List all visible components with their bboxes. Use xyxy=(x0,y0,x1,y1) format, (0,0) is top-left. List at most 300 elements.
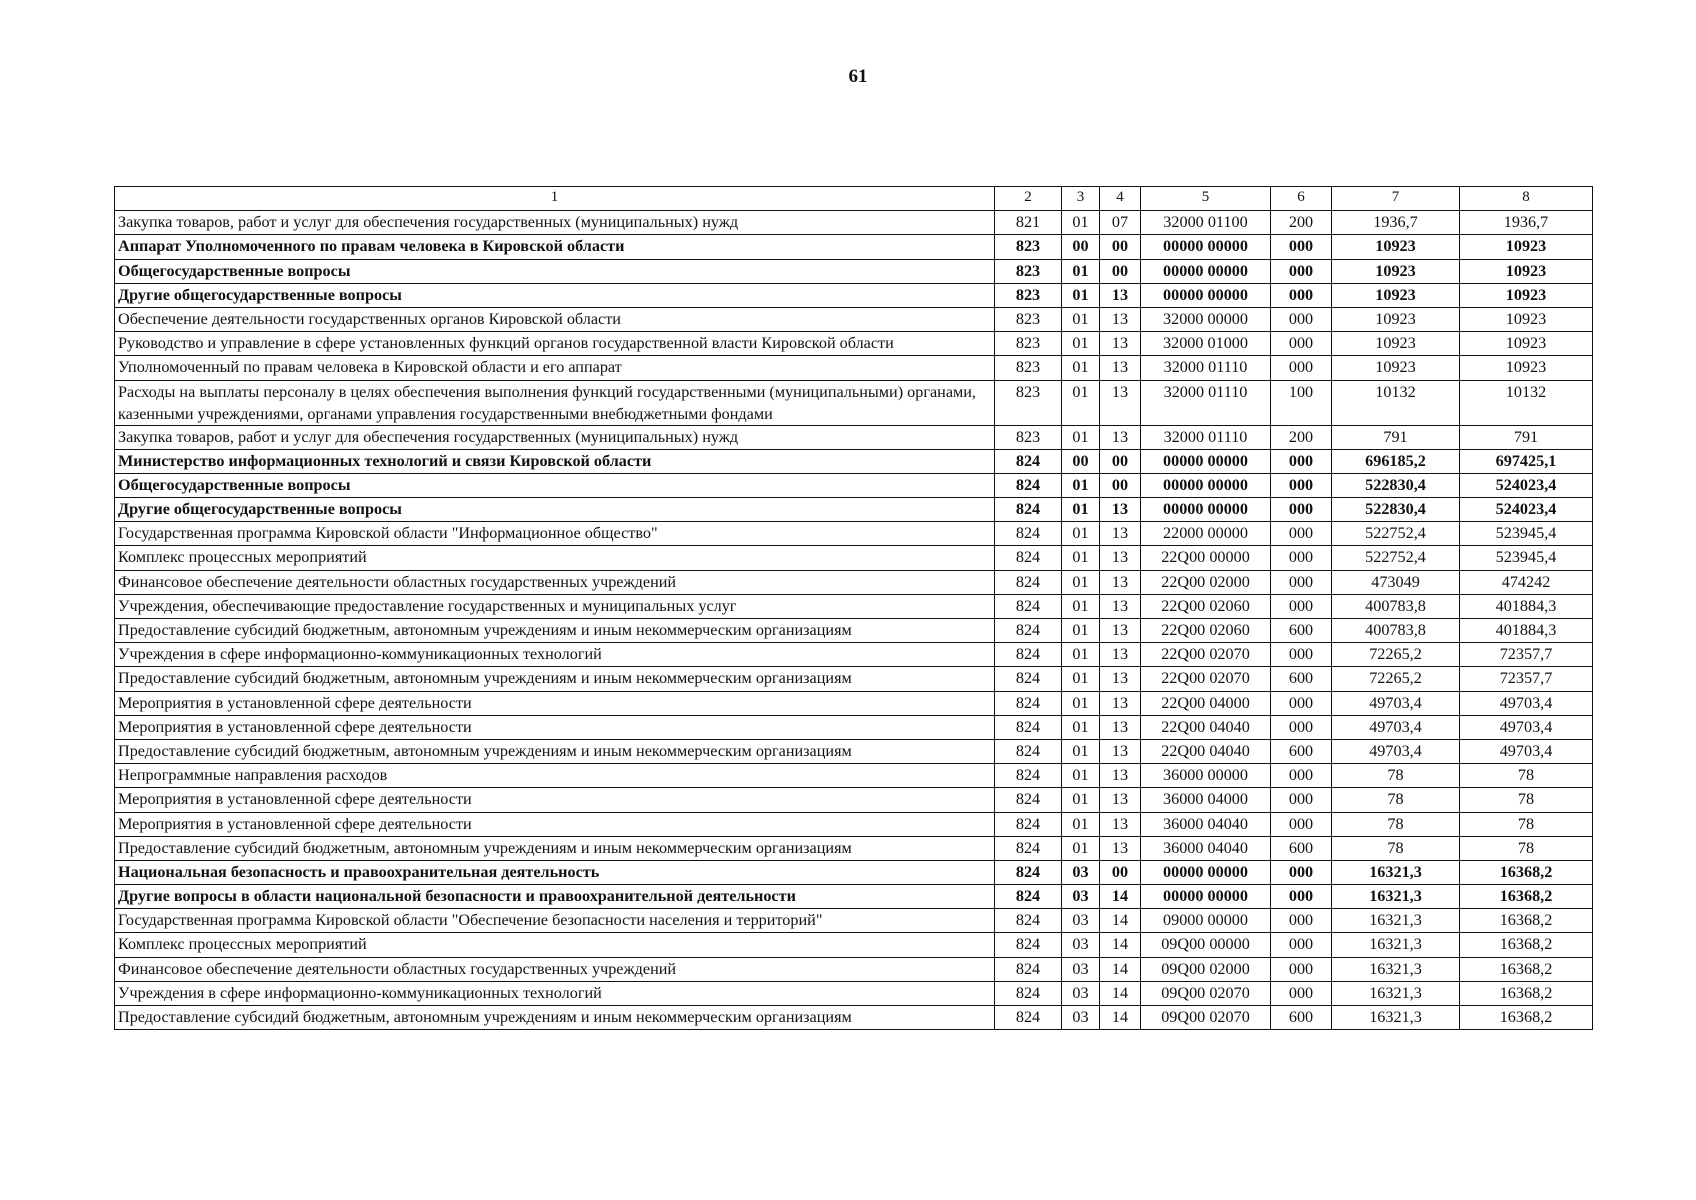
amount-cell-8: 524023,4 xyxy=(1460,498,1593,522)
code-cell-4: 13 xyxy=(1100,739,1141,763)
code-cell-5: 22Q00 02070 xyxy=(1141,643,1271,667)
amount-cell-8: 1936,7 xyxy=(1460,211,1593,235)
amount-cell-8: 10132 xyxy=(1460,380,1593,425)
name-cell: Учреждения в сфере информационно-коммуникационных технологий xyxy=(115,643,995,667)
amount-cell-8: 72357,7 xyxy=(1460,667,1593,691)
code-cell-3: 01 xyxy=(1062,667,1100,691)
code-cell-3: 01 xyxy=(1062,594,1100,618)
code-cell-6: 000 xyxy=(1271,259,1332,283)
code-cell-6: 600 xyxy=(1271,619,1332,643)
code-cell-2: 821 xyxy=(995,211,1062,235)
amount-cell-8: 10923 xyxy=(1460,356,1593,380)
code-cell-3: 01 xyxy=(1062,259,1100,283)
code-cell-5: 22Q00 00000 xyxy=(1141,546,1271,570)
code-cell-2: 824 xyxy=(995,449,1062,473)
code-cell-6: 000 xyxy=(1271,812,1332,836)
code-cell-4: 13 xyxy=(1100,546,1141,570)
amount-cell-8: 78 xyxy=(1460,788,1593,812)
code-cell-4: 14 xyxy=(1100,957,1141,981)
amount-cell-8: 401884,3 xyxy=(1460,594,1593,618)
amount-cell-7: 473049 xyxy=(1332,570,1460,594)
name-cell: Учреждения, обеспечивающие предоставление государственных и муниципальных услуг xyxy=(115,594,995,618)
code-cell-5: 00000 00000 xyxy=(1141,449,1271,473)
code-cell-5: 36000 00000 xyxy=(1141,764,1271,788)
amount-cell-7: 78 xyxy=(1332,812,1460,836)
code-cell-2: 824 xyxy=(995,691,1062,715)
code-cell-5: 00000 00000 xyxy=(1141,235,1271,259)
header-cell: 2 xyxy=(995,187,1062,211)
amount-cell-7: 78 xyxy=(1332,764,1460,788)
table-row xyxy=(115,981,1593,1005)
code-cell-5: 32000 01100 xyxy=(1141,211,1271,235)
name-cell: Финансовое обеспечение деятельности областных государственных учреждений xyxy=(115,957,995,981)
amount-cell-7: 522752,4 xyxy=(1332,522,1460,546)
code-cell-2: 823 xyxy=(995,307,1062,331)
code-cell-3: 01 xyxy=(1062,498,1100,522)
table-row xyxy=(115,836,1593,860)
code-cell-3: 00 xyxy=(1062,449,1100,473)
code-cell-6: 000 xyxy=(1271,691,1332,715)
amount-cell-8: 78 xyxy=(1460,812,1593,836)
table-row xyxy=(115,933,1593,957)
code-cell-6: 600 xyxy=(1271,667,1332,691)
amount-cell-8: 10923 xyxy=(1460,307,1593,331)
code-cell-4: 13 xyxy=(1100,498,1141,522)
table-row xyxy=(115,356,1593,380)
amount-cell-8: 523945,4 xyxy=(1460,522,1593,546)
code-cell-6: 000 xyxy=(1271,283,1332,307)
amount-cell-7: 49703,4 xyxy=(1332,691,1460,715)
amount-cell-8: 523945,4 xyxy=(1460,546,1593,570)
code-cell-4: 14 xyxy=(1100,1006,1141,1030)
code-cell-4: 14 xyxy=(1100,933,1141,957)
code-cell-4: 13 xyxy=(1100,812,1141,836)
page-number: 61 xyxy=(848,66,868,87)
code-cell-3: 01 xyxy=(1062,211,1100,235)
code-cell-3: 01 xyxy=(1062,307,1100,331)
amount-cell-7: 10923 xyxy=(1332,332,1460,356)
amount-cell-8: 791 xyxy=(1460,425,1593,449)
name-cell: Финансовое обеспечение деятельности областных государственных учреждений xyxy=(115,570,995,594)
code-cell-2: 823 xyxy=(995,356,1062,380)
code-cell-5: 00000 00000 xyxy=(1141,259,1271,283)
amount-cell-8: 16368,2 xyxy=(1460,981,1593,1005)
table-row xyxy=(115,522,1593,546)
amount-cell-7: 72265,2 xyxy=(1332,643,1460,667)
amount-cell-8: 697425,1 xyxy=(1460,449,1593,473)
amount-cell-7: 10132 xyxy=(1332,380,1460,425)
table-row xyxy=(115,885,1593,909)
amount-cell-7: 400783,8 xyxy=(1332,619,1460,643)
code-cell-4: 00 xyxy=(1100,259,1141,283)
amount-cell-8: 72357,7 xyxy=(1460,643,1593,667)
table-row xyxy=(115,619,1593,643)
table-body xyxy=(115,187,1593,1030)
code-cell-5: 32000 01110 xyxy=(1141,356,1271,380)
code-cell-5: 00000 00000 xyxy=(1141,473,1271,497)
code-cell-2: 824 xyxy=(995,836,1062,860)
code-cell-6: 000 xyxy=(1271,570,1332,594)
amount-cell-8: 49703,4 xyxy=(1460,691,1593,715)
code-cell-3: 01 xyxy=(1062,812,1100,836)
table-row xyxy=(115,259,1593,283)
code-cell-5: 22000 00000 xyxy=(1141,522,1271,546)
code-cell-6: 000 xyxy=(1271,933,1332,957)
amount-cell-7: 10923 xyxy=(1332,307,1460,331)
amount-cell-7: 49703,4 xyxy=(1332,715,1460,739)
name-cell: Комплекс процессных мероприятий xyxy=(115,933,995,957)
amount-cell-8: 10923 xyxy=(1460,332,1593,356)
code-cell-2: 824 xyxy=(995,1006,1062,1030)
code-cell-6: 000 xyxy=(1271,909,1332,933)
code-cell-6: 000 xyxy=(1271,522,1332,546)
code-cell-3: 03 xyxy=(1062,909,1100,933)
table-row xyxy=(115,594,1593,618)
name-cell: Министерство информационных технологий и связи Кировской области xyxy=(115,449,995,473)
table-row xyxy=(115,957,1593,981)
name-cell: Закупка товаров, работ и услуг для обеспечения государственных (муниципальных) нужд xyxy=(115,211,995,235)
amount-cell-7: 10923 xyxy=(1332,356,1460,380)
code-cell-2: 823 xyxy=(995,283,1062,307)
code-cell-5: 32000 01110 xyxy=(1141,380,1271,425)
code-cell-4: 13 xyxy=(1100,667,1141,691)
name-cell: Уполномоченный по правам человека в Кировской области и его аппарат xyxy=(115,356,995,380)
code-cell-6: 000 xyxy=(1271,594,1332,618)
code-cell-2: 824 xyxy=(995,909,1062,933)
code-cell-5: 22Q00 02060 xyxy=(1141,619,1271,643)
amount-cell-7: 10923 xyxy=(1332,259,1460,283)
code-cell-2: 824 xyxy=(995,764,1062,788)
code-cell-2: 823 xyxy=(995,425,1062,449)
code-cell-4: 00 xyxy=(1100,860,1141,884)
code-cell-2: 824 xyxy=(995,739,1062,763)
code-cell-2: 824 xyxy=(995,473,1062,497)
code-cell-2: 823 xyxy=(995,259,1062,283)
code-cell-5: 22Q00 02060 xyxy=(1141,594,1271,618)
code-cell-6: 000 xyxy=(1271,546,1332,570)
table-row xyxy=(115,283,1593,307)
name-cell: Аппарат Уполномоченного по правам человека в Кировской области xyxy=(115,235,995,259)
code-cell-2: 824 xyxy=(995,498,1062,522)
amount-cell-8: 16368,2 xyxy=(1460,933,1593,957)
code-cell-4: 13 xyxy=(1100,380,1141,425)
code-cell-5: 22Q00 02000 xyxy=(1141,570,1271,594)
code-cell-3: 01 xyxy=(1062,425,1100,449)
code-cell-6: 000 xyxy=(1271,715,1332,739)
code-cell-2: 823 xyxy=(995,235,1062,259)
code-cell-2: 824 xyxy=(995,885,1062,909)
code-cell-3: 01 xyxy=(1062,570,1100,594)
code-cell-6: 000 xyxy=(1271,473,1332,497)
amount-cell-7: 16321,3 xyxy=(1332,909,1460,933)
name-cell: Другие вопросы в области национальной безопасности и правоохранительной деятельности xyxy=(115,885,995,909)
table-row xyxy=(115,667,1593,691)
code-cell-4: 13 xyxy=(1100,643,1141,667)
name-cell: Обеспечение деятельности государственных органов Кировской области xyxy=(115,307,995,331)
table-row xyxy=(115,449,1593,473)
amount-cell-7: 72265,2 xyxy=(1332,667,1460,691)
code-cell-4: 13 xyxy=(1100,425,1141,449)
code-cell-2: 824 xyxy=(995,933,1062,957)
header-cell: 5 xyxy=(1141,187,1271,211)
code-cell-6: 000 xyxy=(1271,307,1332,331)
name-cell: Предоставление субсидий бюджетным, автономным учреждениям и иным некоммерческим организациям xyxy=(115,836,995,860)
header-cell: 6 xyxy=(1271,187,1332,211)
code-cell-6: 000 xyxy=(1271,332,1332,356)
amount-cell-8: 474242 xyxy=(1460,570,1593,594)
table-row xyxy=(115,425,1593,449)
code-cell-4: 14 xyxy=(1100,909,1141,933)
table-row xyxy=(115,546,1593,570)
code-cell-5: 09000 00000 xyxy=(1141,909,1271,933)
code-cell-3: 03 xyxy=(1062,885,1100,909)
code-cell-2: 824 xyxy=(995,570,1062,594)
amount-cell-7: 16321,3 xyxy=(1332,860,1460,884)
code-cell-5: 36000 04000 xyxy=(1141,788,1271,812)
code-cell-3: 03 xyxy=(1062,1006,1100,1030)
amount-cell-7: 522830,4 xyxy=(1332,473,1460,497)
code-cell-4: 13 xyxy=(1100,691,1141,715)
code-cell-4: 00 xyxy=(1100,449,1141,473)
name-cell: Учреждения в сфере информационно-коммуникационных технологий xyxy=(115,981,995,1005)
amount-cell-7: 78 xyxy=(1332,836,1460,860)
code-cell-2: 824 xyxy=(995,643,1062,667)
code-cell-6: 200 xyxy=(1271,425,1332,449)
table-row xyxy=(115,332,1593,356)
code-cell-3: 01 xyxy=(1062,283,1100,307)
table-row xyxy=(115,788,1593,812)
code-cell-6: 000 xyxy=(1271,860,1332,884)
code-cell-5: 09Q00 00000 xyxy=(1141,933,1271,957)
amount-cell-8: 49703,4 xyxy=(1460,739,1593,763)
code-cell-2: 824 xyxy=(995,860,1062,884)
code-cell-6: 000 xyxy=(1271,356,1332,380)
code-cell-5: 32000 00000 xyxy=(1141,307,1271,331)
code-cell-5: 36000 04040 xyxy=(1141,812,1271,836)
code-cell-3: 03 xyxy=(1062,981,1100,1005)
header-cell: 8 xyxy=(1460,187,1593,211)
code-cell-5: 09Q00 02070 xyxy=(1141,1006,1271,1030)
name-cell: Общегосударственные вопросы xyxy=(115,473,995,497)
code-cell-4: 13 xyxy=(1100,764,1141,788)
amount-cell-8: 16368,2 xyxy=(1460,909,1593,933)
table-row xyxy=(115,235,1593,259)
code-cell-3: 01 xyxy=(1062,380,1100,425)
name-cell: Закупка товаров, работ и услуг для обеспечения государственных (муниципальных) нужд xyxy=(115,425,995,449)
code-cell-5: 09Q00 02070 xyxy=(1141,981,1271,1005)
amount-cell-8: 16368,2 xyxy=(1460,860,1593,884)
amount-cell-8: 78 xyxy=(1460,836,1593,860)
name-cell: Другие общегосударственные вопросы xyxy=(115,283,995,307)
amount-cell-7: 16321,3 xyxy=(1332,885,1460,909)
name-cell: Другие общегосударственные вопросы xyxy=(115,498,995,522)
code-cell-5: 22Q00 04040 xyxy=(1141,715,1271,739)
code-cell-6: 000 xyxy=(1271,788,1332,812)
table-row xyxy=(115,1006,1593,1030)
table-row xyxy=(115,909,1593,933)
name-cell: Руководство и управление в сфере установленных функций органов государственной власти Кировской области xyxy=(115,332,995,356)
code-cell-2: 823 xyxy=(995,332,1062,356)
name-cell: Предоставление субсидий бюджетным, автономным учреждениям и иным некоммерческим организациям xyxy=(115,667,995,691)
amount-cell-7: 16321,3 xyxy=(1332,933,1460,957)
table-row xyxy=(115,739,1593,763)
amount-cell-8: 49703,4 xyxy=(1460,715,1593,739)
code-cell-6: 000 xyxy=(1271,764,1332,788)
name-cell: Расходы на выплаты персоналу в целях обеспечения выполнения функций государственными (муниципальными) органами, казенными учреждениями, органами управления государственными внебюджетными фондами xyxy=(115,380,995,425)
code-cell-5: 22Q00 04000 xyxy=(1141,691,1271,715)
table-row xyxy=(115,764,1593,788)
code-cell-4: 13 xyxy=(1100,570,1141,594)
amount-cell-8: 401884,3 xyxy=(1460,619,1593,643)
amount-cell-7: 522830,4 xyxy=(1332,498,1460,522)
name-cell: Государственная программа Кировской области "Обеспечение безопасности населения и территорий" xyxy=(115,909,995,933)
code-cell-6: 000 xyxy=(1271,885,1332,909)
code-cell-6: 600 xyxy=(1271,836,1332,860)
table-row xyxy=(115,643,1593,667)
code-cell-4: 13 xyxy=(1100,715,1141,739)
name-cell: Национальная безопасность и правоохранительная деятельность xyxy=(115,860,995,884)
code-cell-2: 824 xyxy=(995,546,1062,570)
code-cell-4: 00 xyxy=(1100,235,1141,259)
header-cell: 1 xyxy=(115,187,995,211)
code-cell-3: 01 xyxy=(1062,619,1100,643)
code-cell-4: 14 xyxy=(1100,885,1141,909)
code-cell-6: 600 xyxy=(1271,1006,1332,1030)
header-cell: 4 xyxy=(1100,187,1141,211)
header-cell: 3 xyxy=(1062,187,1100,211)
code-cell-3: 01 xyxy=(1062,522,1100,546)
amount-cell-8: 78 xyxy=(1460,764,1593,788)
name-cell: Комплекс процессных мероприятий xyxy=(115,546,995,570)
code-cell-3: 01 xyxy=(1062,739,1100,763)
table-row xyxy=(115,860,1593,884)
code-cell-4: 13 xyxy=(1100,788,1141,812)
code-cell-3: 03 xyxy=(1062,933,1100,957)
code-cell-5: 00000 00000 xyxy=(1141,885,1271,909)
code-cell-5: 22Q00 02070 xyxy=(1141,667,1271,691)
amount-cell-7: 16321,3 xyxy=(1332,957,1460,981)
code-cell-6: 200 xyxy=(1271,211,1332,235)
code-cell-3: 01 xyxy=(1062,643,1100,667)
code-cell-6: 000 xyxy=(1271,235,1332,259)
code-cell-4: 13 xyxy=(1100,332,1141,356)
name-cell: Предоставление субсидий бюджетным, автономным учреждениям и иным некоммерческим организациям xyxy=(115,619,995,643)
code-cell-5: 32000 01110 xyxy=(1141,425,1271,449)
amount-cell-8: 524023,4 xyxy=(1460,473,1593,497)
code-cell-3: 01 xyxy=(1062,836,1100,860)
table-row xyxy=(115,473,1593,497)
code-cell-5: 36000 04040 xyxy=(1141,836,1271,860)
amount-cell-7: 10923 xyxy=(1332,283,1460,307)
table-row xyxy=(115,715,1593,739)
amount-cell-8: 10923 xyxy=(1460,283,1593,307)
code-cell-4: 13 xyxy=(1100,619,1141,643)
amount-cell-7: 49703,4 xyxy=(1332,739,1460,763)
code-cell-4: 13 xyxy=(1100,307,1141,331)
table-row xyxy=(115,211,1593,235)
amount-cell-7: 78 xyxy=(1332,788,1460,812)
code-cell-3: 01 xyxy=(1062,691,1100,715)
code-cell-4: 13 xyxy=(1100,836,1141,860)
amount-cell-8: 16368,2 xyxy=(1460,1006,1593,1030)
code-cell-5: 32000 01000 xyxy=(1141,332,1271,356)
budget-table xyxy=(114,186,1593,1030)
name-cell: Общегосударственные вопросы xyxy=(115,259,995,283)
table-row xyxy=(115,570,1593,594)
amount-cell-7: 400783,8 xyxy=(1332,594,1460,618)
name-cell: Предоставление субсидий бюджетным, автономным учреждениям и иным некоммерческим организациям xyxy=(115,739,995,763)
code-cell-4: 13 xyxy=(1100,594,1141,618)
code-cell-6: 600 xyxy=(1271,739,1332,763)
name-cell: Государственная программа Кировской области "Информационное общество" xyxy=(115,522,995,546)
amount-cell-7: 791 xyxy=(1332,425,1460,449)
code-cell-6: 100 xyxy=(1271,380,1332,425)
code-cell-2: 824 xyxy=(995,619,1062,643)
code-cell-6: 000 xyxy=(1271,981,1332,1005)
table-row xyxy=(115,307,1593,331)
code-cell-6: 000 xyxy=(1271,449,1332,473)
name-cell: Мероприятия в установленной сфере деятельности xyxy=(115,691,995,715)
table-row xyxy=(115,812,1593,836)
amount-cell-8: 16368,2 xyxy=(1460,885,1593,909)
code-cell-2: 824 xyxy=(995,981,1062,1005)
code-cell-5: 22Q00 04040 xyxy=(1141,739,1271,763)
amount-cell-7: 16321,3 xyxy=(1332,981,1460,1005)
code-cell-4: 07 xyxy=(1100,211,1141,235)
code-cell-3: 01 xyxy=(1062,332,1100,356)
code-cell-4: 13 xyxy=(1100,522,1141,546)
amount-cell-7: 16321,3 xyxy=(1332,1006,1460,1030)
name-cell: Непрограммные направления расходов xyxy=(115,764,995,788)
code-cell-5: 00000 00000 xyxy=(1141,283,1271,307)
amount-cell-8: 16368,2 xyxy=(1460,957,1593,981)
amount-cell-8: 10923 xyxy=(1460,259,1593,283)
code-cell-3: 01 xyxy=(1062,356,1100,380)
code-cell-3: 03 xyxy=(1062,860,1100,884)
code-cell-5: 00000 00000 xyxy=(1141,860,1271,884)
table-row xyxy=(115,691,1593,715)
code-cell-2: 824 xyxy=(995,788,1062,812)
table-row xyxy=(115,498,1593,522)
name-cell: Мероприятия в установленной сфере деятельности xyxy=(115,788,995,812)
code-cell-3: 01 xyxy=(1062,473,1100,497)
code-cell-3: 01 xyxy=(1062,764,1100,788)
amount-cell-7: 10923 xyxy=(1332,235,1460,259)
name-cell: Предоставление субсидий бюджетным, автономным учреждениям и иным некоммерческим организациям xyxy=(115,1006,995,1030)
code-cell-4: 13 xyxy=(1100,283,1141,307)
code-cell-3: 01 xyxy=(1062,715,1100,739)
code-cell-3: 01 xyxy=(1062,546,1100,570)
code-cell-2: 824 xyxy=(995,594,1062,618)
code-cell-4: 00 xyxy=(1100,473,1141,497)
code-cell-2: 824 xyxy=(995,812,1062,836)
code-cell-5: 00000 00000 xyxy=(1141,498,1271,522)
amount-cell-7: 522752,4 xyxy=(1332,546,1460,570)
code-cell-2: 823 xyxy=(995,380,1062,425)
amount-cell-8: 10923 xyxy=(1460,235,1593,259)
code-cell-3: 03 xyxy=(1062,957,1100,981)
code-cell-4: 14 xyxy=(1100,981,1141,1005)
table-row xyxy=(115,380,1593,425)
table-header-row xyxy=(115,187,1593,211)
code-cell-3: 01 xyxy=(1062,788,1100,812)
amount-cell-7: 1936,7 xyxy=(1332,211,1460,235)
code-cell-4: 13 xyxy=(1100,356,1141,380)
code-cell-2: 824 xyxy=(995,667,1062,691)
code-cell-2: 824 xyxy=(995,522,1062,546)
code-cell-2: 824 xyxy=(995,715,1062,739)
code-cell-3: 00 xyxy=(1062,235,1100,259)
